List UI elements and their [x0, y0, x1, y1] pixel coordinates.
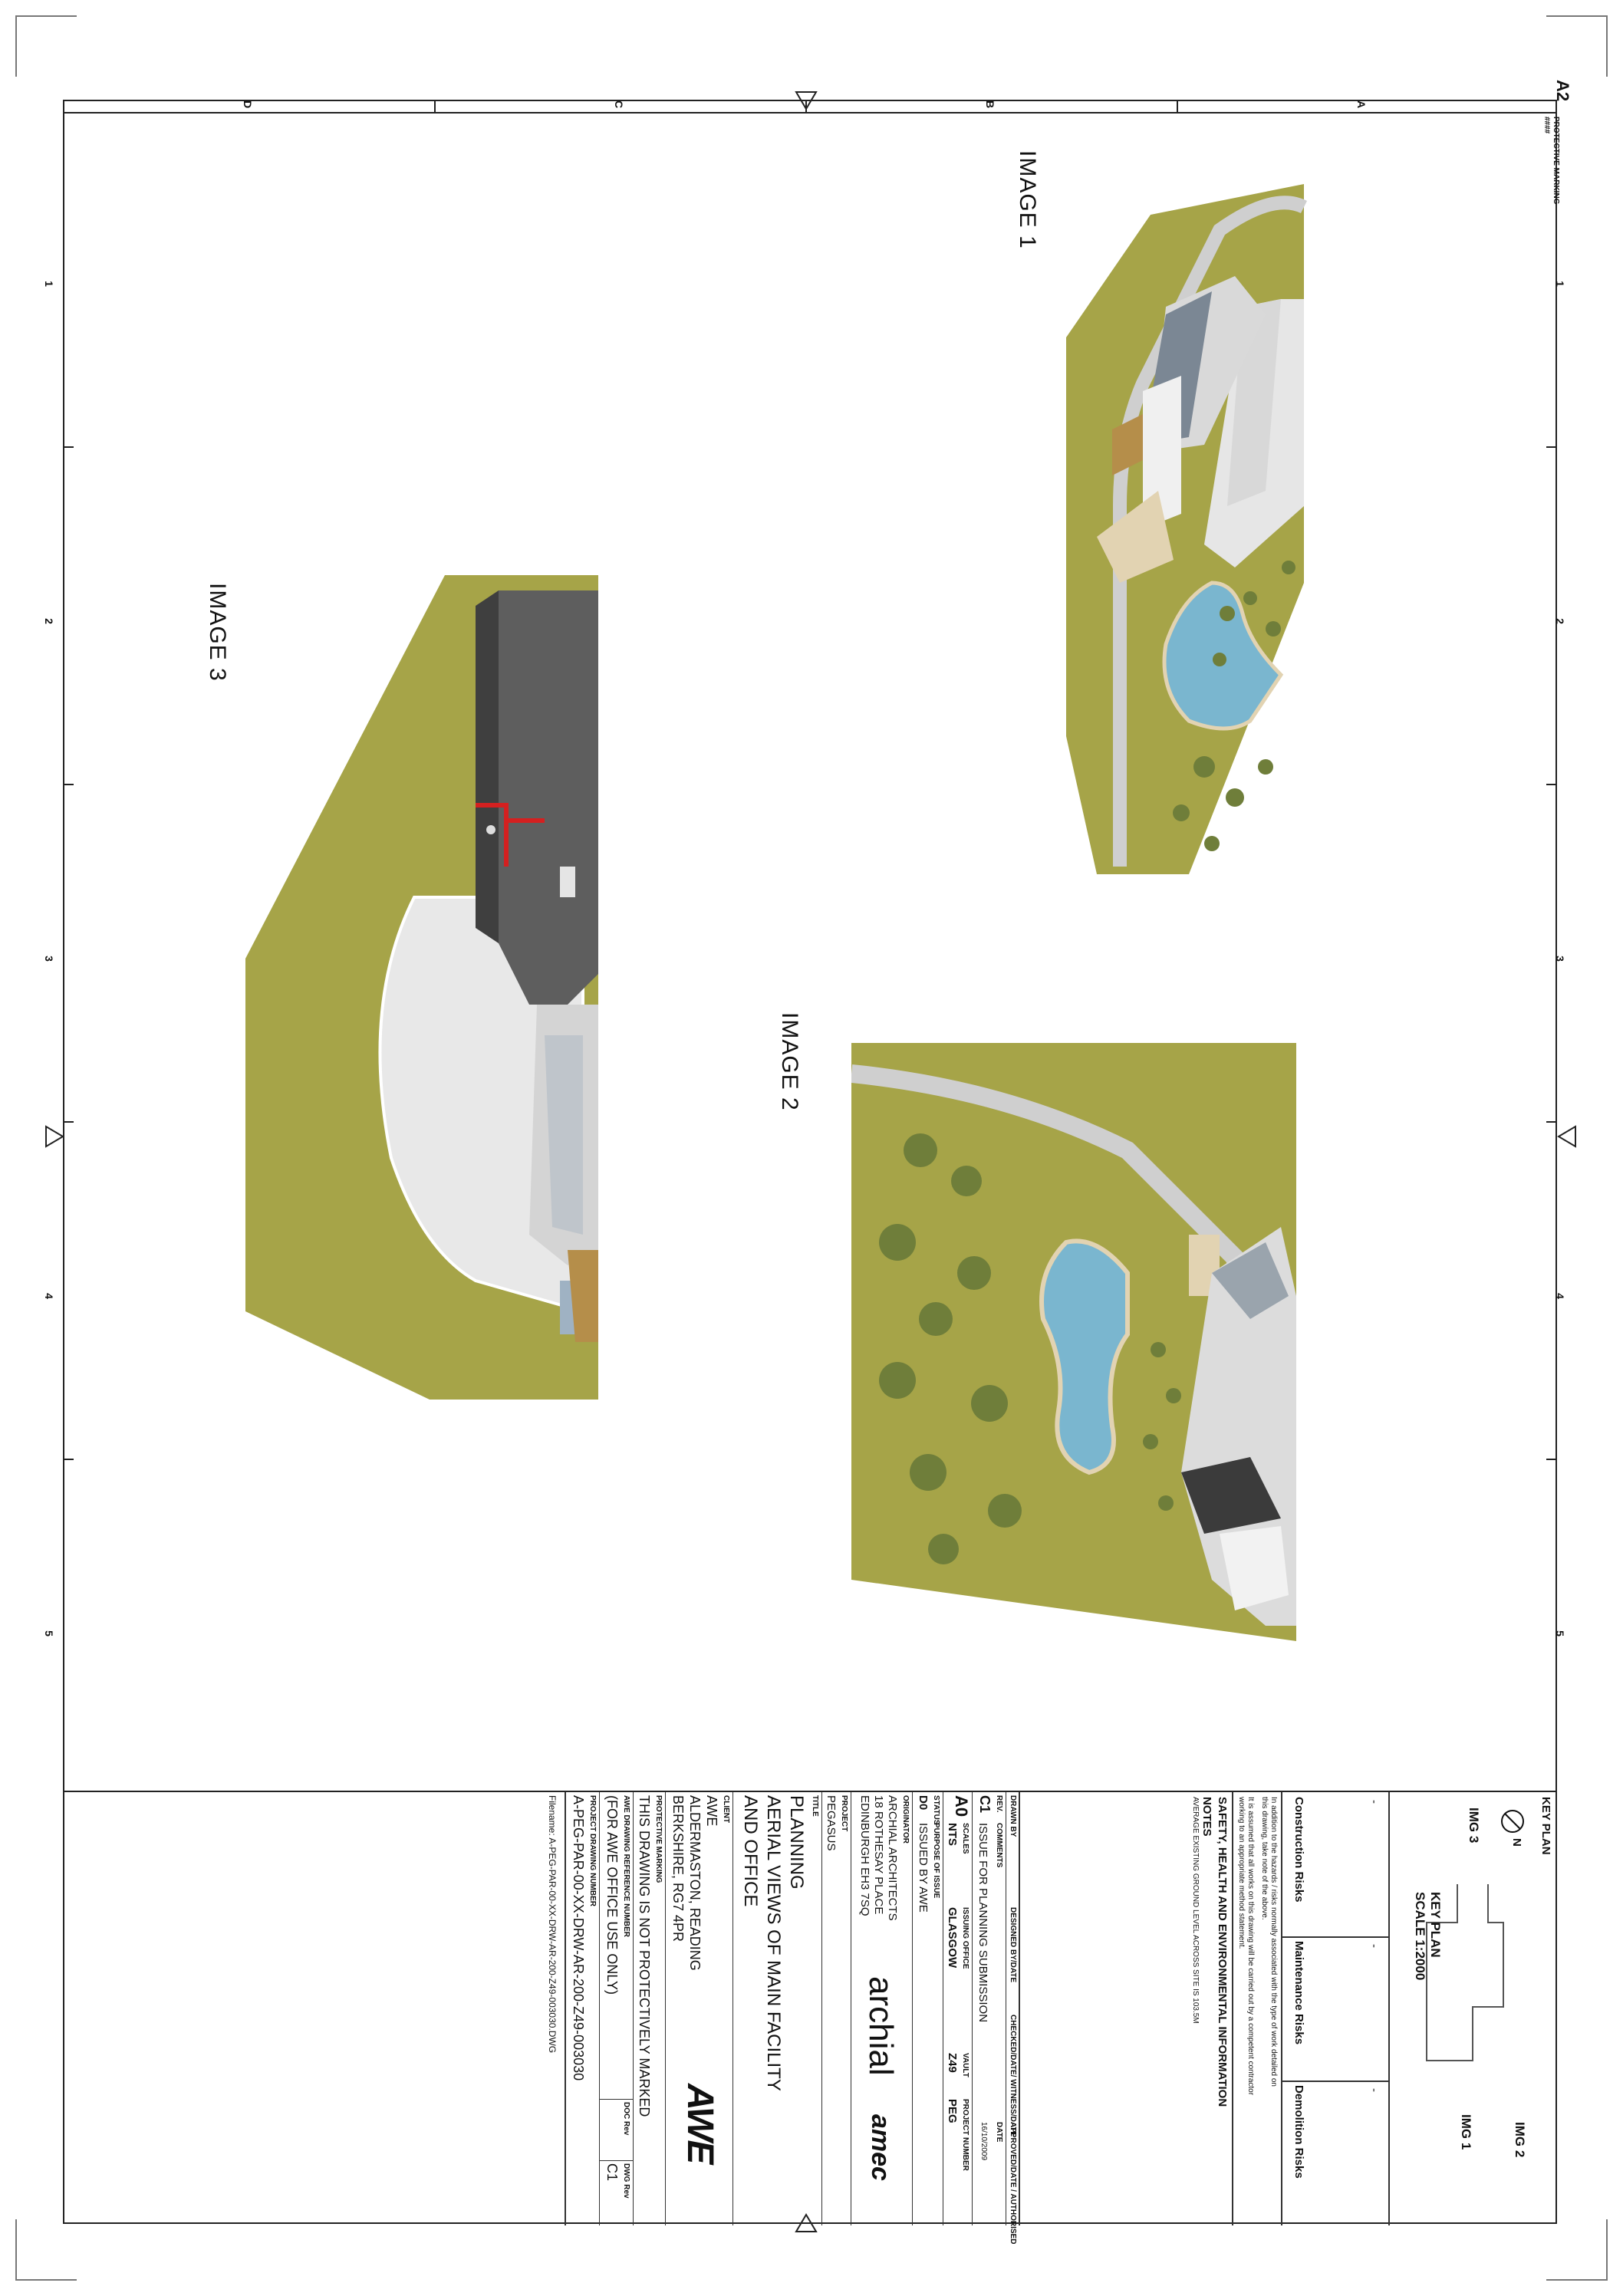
dwg-rev-value: C1	[604, 2163, 620, 2182]
risk-dash-1: -	[1368, 1800, 1381, 1804]
key-plan-img2: IMG 2	[1513, 2122, 1527, 2158]
comment-value: ISSUE FOR PLANNING SUBMISSION	[976, 1823, 989, 2023]
size-value: A0	[952, 1795, 971, 1817]
title-block-rotated	[63, 1792, 1557, 2245]
key-plan-scale: SCALE 1:2000	[1413, 1892, 1427, 1981]
grid-letter-c: C	[613, 100, 626, 109]
center-mark-left	[44, 1125, 64, 1148]
client-label: CLIENT	[722, 1795, 730, 1824]
crop-mark	[1546, 2279, 1608, 2281]
grid-letter-a: A	[1355, 100, 1368, 109]
originator-address-1: 18 ROTHESAY PLACE	[872, 1795, 885, 1915]
construction-risks: Construction Risks	[1292, 1797, 1305, 1903]
project-drawing-label: PROJECT DRAWING NUMBER	[588, 1795, 597, 1907]
rev-value: C1	[977, 1795, 993, 1814]
grid-letter-b: B	[984, 100, 997, 109]
risk-note-3: It is assumed that all works on this drawing will be carried out by a competent contractor	[1246, 1797, 1255, 2096]
awe-ref-label: AWE DRAWING REFERENCE NUMBER	[622, 1795, 630, 1938]
aerial-image-3	[245, 575, 598, 1400]
scale-value: NTS	[946, 1823, 959, 1846]
grid-number-5-right: 5	[1553, 1630, 1566, 1636]
risk-note-4: working to an appropriate method statement.	[1237, 1797, 1246, 1949]
project-label: PROJECT	[840, 1795, 848, 1832]
issuing-office-value: GLASGOW	[946, 1907, 959, 1969]
awe-logo: AWE	[680, 2084, 720, 2163]
top-protective-marking-value: ####	[1542, 117, 1551, 134]
demolition-risks: Demolition Risks	[1292, 2085, 1305, 2179]
image-2-label: IMAGE 2	[777, 1012, 802, 1111]
crop-mark	[1606, 2219, 1608, 2281]
title-label: TITLE	[811, 1795, 819, 1817]
awe-ref-value: (FOR AWE OFFICE USE ONLY)	[604, 1795, 620, 1995]
risk-note-2: this drawing, take note of the above.	[1260, 1797, 1269, 1920]
date-label: DATE	[995, 2122, 1003, 2143]
maintenance-risks: Maintenance Risks	[1292, 1941, 1305, 2045]
originator-name: ARCHIAL ARCHITECTS	[886, 1795, 899, 1921]
she-heading: SAFETY, HEALTH AND ENVIRONMENTAL INFORMATION	[1216, 1797, 1229, 2107]
date-value: 16/10/2009	[979, 2122, 988, 2161]
grid-number-1-right: 1	[1553, 281, 1566, 287]
north-label: N	[1510, 1838, 1523, 1847]
crop-mark	[15, 15, 77, 17]
sheet-size: A2	[1553, 80, 1572, 102]
crop-mark	[1606, 15, 1608, 77]
originator-label: ORIGINATOR	[901, 1795, 910, 1844]
image-1-label: IMAGE 1	[1015, 150, 1040, 249]
scales-label: SCALES	[961, 1823, 970, 1854]
amec-logo: amec	[866, 2114, 895, 2181]
comments-label: COMMENTS	[995, 1823, 1003, 1868]
center-mark-right	[1557, 1125, 1577, 1148]
she-notes-label: NOTES	[1200, 1797, 1213, 1837]
project-name: PEGASUS	[825, 1795, 838, 1851]
designed-by-label: DESIGNED BY/DATE	[1009, 1907, 1017, 1983]
grid-letter-d: D	[242, 100, 255, 109]
drawn-by-label: DRAWN BY	[1009, 1795, 1017, 1837]
north-arrow-icon	[1499, 1808, 1526, 1835]
originator-address-2: EDINBURGH EH3 7SQ	[858, 1795, 871, 1916]
image-3-label: IMAGE 3	[205, 583, 230, 682]
title-block	[63, 1791, 1557, 2245]
dwg-rev-label: DWG Rev	[622, 2163, 630, 2199]
grid-number-4: 4	[42, 1293, 55, 1299]
grid-number-1: 1	[42, 281, 55, 287]
client-address-2: BERKSHIRE, RG7 4PR	[670, 1795, 686, 1942]
purpose-label: PURPOSE OF ISSUE	[932, 1823, 940, 1899]
archial-logo: archial	[862, 1976, 900, 2076]
vault-value: Z49	[946, 2053, 959, 2073]
key-plan-heading: KEY PLAN	[1539, 1797, 1552, 1855]
risk-dash-3: -	[1368, 2088, 1381, 2092]
crop-mark	[15, 15, 17, 77]
vault-label: VAULT	[961, 2053, 970, 2077]
grid-number-3: 3	[42, 956, 55, 962]
client-name: AWE	[704, 1795, 719, 1827]
key-plan-img1: IMG 1	[1459, 2114, 1473, 2150]
she-note: AVERAGE EXISTING GROUND LEVEL ACROSS SITE IS 103.5M	[1191, 1797, 1200, 2024]
purpose-value: ISSUED BY AWE	[917, 1823, 930, 1913]
project-number-value: PEG	[946, 2099, 959, 2123]
title-line-3: AND OFFICE	[740, 1795, 761, 1907]
grid-number-2-right: 2	[1553, 618, 1566, 624]
status-value: D0	[917, 1795, 930, 1811]
status-label: STATUS	[932, 1795, 940, 1825]
key-plan-img3: IMG 3	[1467, 1808, 1481, 1844]
client-address-1: ALDERMASTON, READING	[687, 1795, 703, 1971]
grid-number-3-right: 3	[1553, 956, 1566, 962]
risk-note-1: In addition to the hazards / risks normally associated with the type of work detailed on	[1269, 1797, 1278, 2087]
approved-label: APPROVED/DATE / AUTHORISED	[1009, 2122, 1017, 2245]
grid-number-5: 5	[42, 1630, 55, 1636]
rev-label: REV.	[995, 1795, 1003, 1813]
crop-mark	[15, 2219, 17, 2281]
center-mark-top	[795, 90, 818, 110]
aerial-image-1	[1051, 184, 1312, 874]
top-protective-marking-label: PROTECTIVE MARKING	[1552, 117, 1560, 205]
project-drawing-value: A-PEG-PAR-00-XX-DRW-AR-200-Z49-003030	[571, 1795, 586, 2081]
title-line-1: PLANNING	[786, 1795, 807, 1890]
checked-label: CHECKED/DATE/ WITNESS/DATE	[1009, 2015, 1017, 2137]
grid-number-4-right: 4	[1553, 1293, 1566, 1299]
marking-text: THIS DRAWING IS NOT PROTECTIVELY MARKED	[637, 1795, 652, 2117]
title-line-2: AERIAL VIEWS OF MAIN FACILITY	[763, 1795, 784, 2091]
crop-mark	[15, 2279, 77, 2281]
filename: Filename: A-PEG-PAR-00-XX-DRW-AR-200-Z49-003030.DWG	[547, 1795, 558, 2054]
grid-number-2: 2	[42, 618, 55, 624]
aerial-image-2	[851, 1043, 1296, 1641]
issuing-office-label: ISSUING OFFICE	[961, 1907, 970, 1969]
risk-dash-2: -	[1368, 1944, 1381, 1948]
project-number-label: PROJECT NUMBER	[961, 2099, 970, 2171]
key-plan-title: KEY PLAN	[1428, 1892, 1443, 1958]
crop-mark	[1546, 15, 1608, 17]
doc-rev-label: DOC Rev	[622, 2102, 630, 2136]
marking-label: PROTECTIVE MARKING	[654, 1795, 663, 1883]
